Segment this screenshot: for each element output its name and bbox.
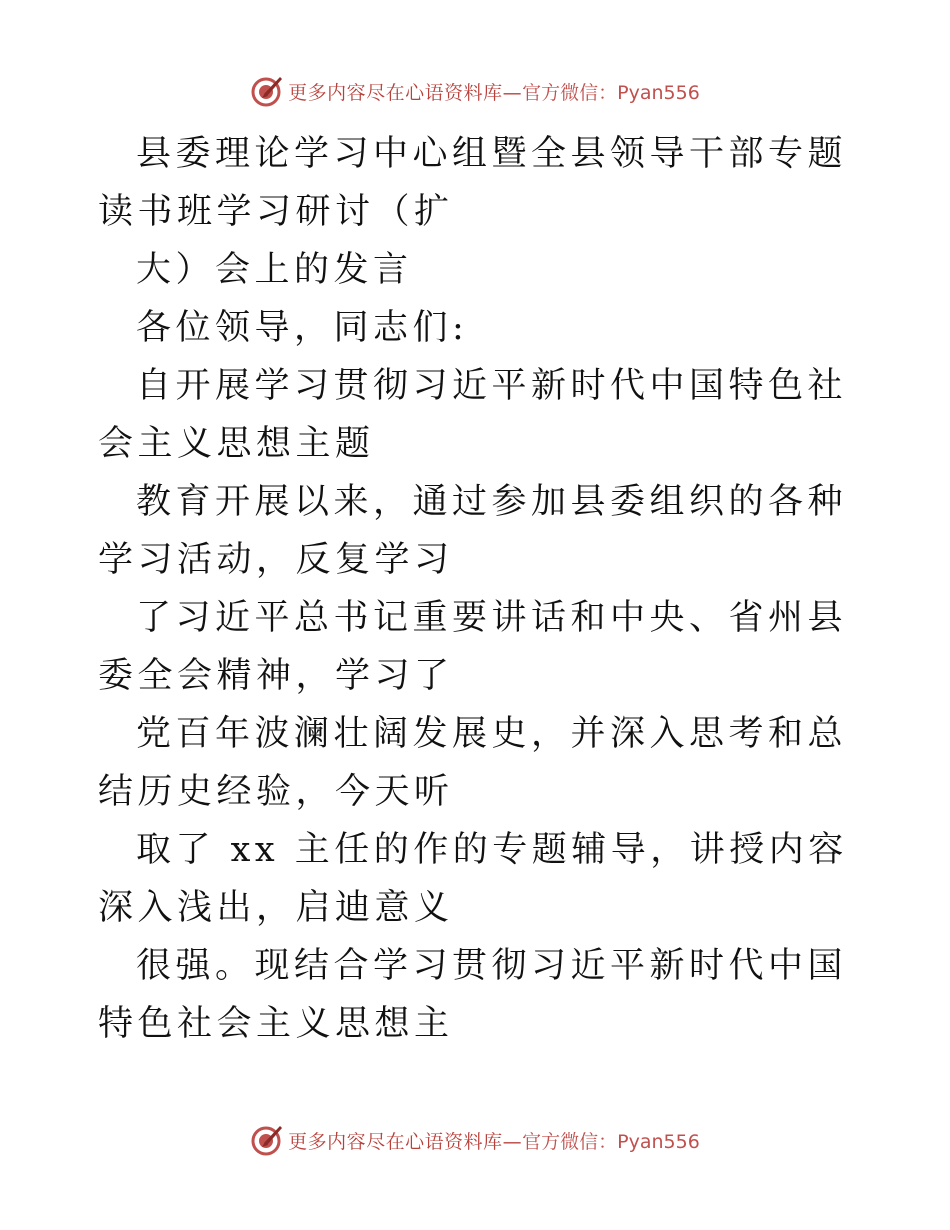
doc-paragraph: 县委理论学习中心组暨全县领导干部专题读书班学习研讨（扩 [98, 134, 848, 232]
doc-paragraph: 取了 xx 主任的作的专题辅导，讲授内容深入浅出，启迪意义 [98, 830, 848, 928]
doc-paragraph: 党百年波澜壮阔发展史，并深入思考和总结历史经验，今天听 [98, 714, 848, 812]
document-body [98, 125, 858, 1053]
header-watermark [0, 71, 950, 111]
watermark-text: 更多内容尽在心语资料库— [288, 1130, 523, 1153]
footer-watermark [0, 1120, 950, 1160]
watermark-wechat: 官方微信：Pyan556 [522, 1130, 700, 1153]
doc-paragraph: 各位领导，同志们: [136, 308, 469, 348]
doc-paragraph: 大）会上的发言 [136, 250, 413, 290]
doc-paragraph: 很强。现结合学习贯彻习近平新时代中国特色社会主义思想主 [98, 946, 848, 1044]
quill-logo-icon [250, 1123, 284, 1157]
doc-paragraph: 了习近平总书记重要讲话和中央、省州县委全会精神，学习了 [98, 598, 848, 696]
watermark-wechat: 官方微信：Pyan556 [522, 81, 700, 104]
quill-logo-icon [250, 74, 284, 108]
doc-paragraph: 教育开展以来，通过参加县委组织的各种学习活动，反复学习 [98, 482, 848, 580]
doc-paragraph: 自开展学习贯彻习近平新时代中国特色社会主义思想主题 [98, 366, 848, 464]
watermark-text: 更多内容尽在心语资料库— [288, 81, 523, 104]
